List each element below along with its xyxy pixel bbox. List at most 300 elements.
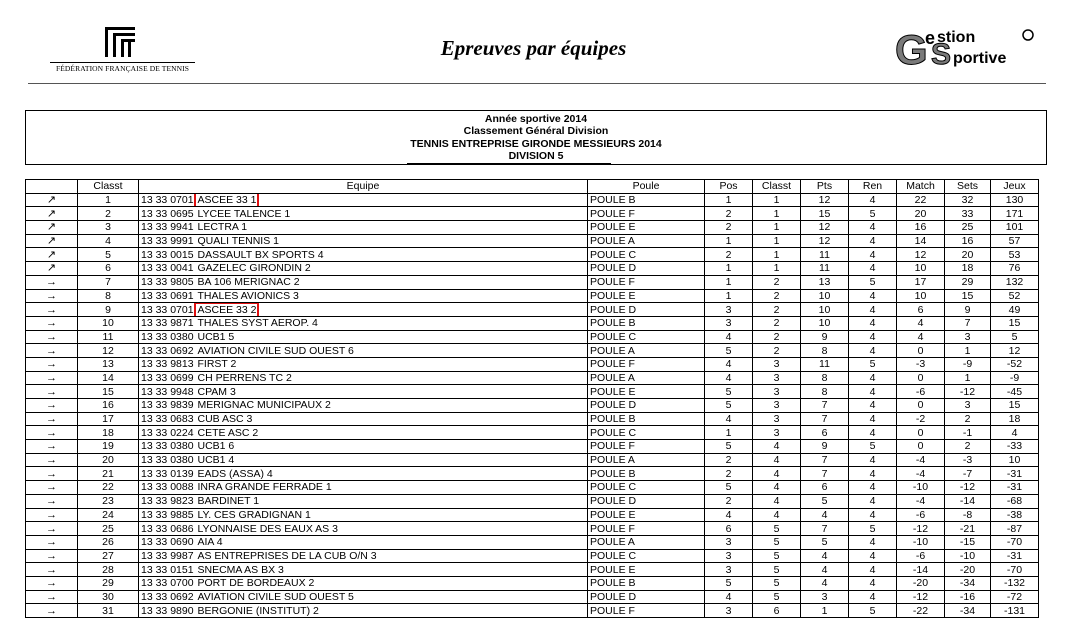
pts-cell: 5 xyxy=(801,535,849,549)
match-cell: -10 xyxy=(897,481,945,495)
rank-cell: 20 xyxy=(78,453,139,467)
pts-cell: 6 xyxy=(801,426,849,440)
svg-text:S: S xyxy=(931,38,952,68)
pts-cell: 7 xyxy=(801,399,849,413)
team-name: BERGONIE (INSTITUT) 2 xyxy=(197,604,319,617)
pts-cell: 7 xyxy=(801,453,849,467)
ren-cell: 4 xyxy=(849,453,897,467)
pos-cell: 2 xyxy=(705,248,753,262)
pts-cell: 5 xyxy=(801,494,849,508)
rank-cell: 9 xyxy=(78,303,139,317)
team-cell xyxy=(139,426,588,440)
team-name: CPAM 3 xyxy=(197,385,236,398)
pts-cell: 3 xyxy=(801,590,849,604)
table-row xyxy=(26,563,1039,577)
rank-cell: 14 xyxy=(78,371,139,385)
club-code: 13 33 0686 xyxy=(141,522,194,535)
poule-cell: POULE F xyxy=(588,604,705,618)
trend-right-arrow-icon: → xyxy=(26,330,78,344)
rank-cell: 21 xyxy=(78,467,139,481)
club-code: 13 33 0700 xyxy=(141,577,194,590)
trend-right-arrow-icon: → xyxy=(26,508,78,522)
team-name: INRA GRANDE FERRADE 1 xyxy=(197,481,332,494)
team-cell xyxy=(139,494,588,508)
trend-right-arrow-icon: → xyxy=(26,563,78,577)
match-cell: 14 xyxy=(897,234,945,248)
classt-cell: 6 xyxy=(753,604,801,618)
sets-cell: 29 xyxy=(945,275,991,289)
rank-cell: 28 xyxy=(78,563,139,577)
poule-cell: POULE E xyxy=(588,563,705,577)
classt-cell: 3 xyxy=(753,426,801,440)
jeux-cell: 132 xyxy=(991,275,1039,289)
ren-cell: 4 xyxy=(849,262,897,276)
poule-cell: POULE B xyxy=(588,576,705,590)
sets-cell: 2 xyxy=(945,412,991,426)
trend-right-arrow-icon: → xyxy=(26,467,78,481)
pos-cell: 3 xyxy=(705,535,753,549)
jeux-cell: 171 xyxy=(991,207,1039,221)
sets-cell: 32 xyxy=(945,193,991,207)
table-row xyxy=(26,426,1039,440)
rank-cell: 3 xyxy=(78,221,139,235)
team-cell xyxy=(139,453,588,467)
table-row xyxy=(26,535,1039,549)
trend-up-arrow-icon: ↗ xyxy=(26,248,78,262)
table-row xyxy=(26,440,1039,454)
rank-cell: 2 xyxy=(78,207,139,221)
classt-cell: 4 xyxy=(753,508,801,522)
pos-cell: 2 xyxy=(705,207,753,221)
team-name: PORT DE BORDEAUX 2 xyxy=(197,577,315,590)
table-row xyxy=(26,576,1039,590)
rank-cell: 27 xyxy=(78,549,139,563)
ren-cell: 4 xyxy=(849,344,897,358)
club-code: 13 33 0692 xyxy=(141,344,194,357)
pos-cell: 4 xyxy=(705,330,753,344)
table-row xyxy=(26,467,1039,481)
team-name: CH PERRENS TC 2 xyxy=(197,371,292,384)
col-header-ren: Ren xyxy=(849,180,897,194)
table-row xyxy=(26,590,1039,604)
classt-cell: 5 xyxy=(753,590,801,604)
ren-cell: 4 xyxy=(849,412,897,426)
sets-cell: -34 xyxy=(945,576,991,590)
trend-right-arrow-icon: → xyxy=(26,440,78,454)
rank-cell: 24 xyxy=(78,508,139,522)
rank-cell: 23 xyxy=(78,494,139,508)
classt-cell: 3 xyxy=(753,357,801,371)
club-code: 13 33 0380 xyxy=(141,440,194,453)
pts-cell: 13 xyxy=(801,275,849,289)
rank-cell: 7 xyxy=(78,275,139,289)
match-cell: -2 xyxy=(897,412,945,426)
team-cell xyxy=(139,207,588,221)
club-code: 13 33 9813 xyxy=(141,358,194,371)
classt-cell: 2 xyxy=(753,275,801,289)
team-cell xyxy=(139,604,588,618)
trend-right-arrow-icon: → xyxy=(26,412,78,426)
team-name: LYCEE TALENCE 1 xyxy=(197,207,291,220)
team-cell xyxy=(139,412,588,426)
match-cell: 17 xyxy=(897,275,945,289)
classt-cell: 5 xyxy=(753,522,801,536)
sets-cell: -21 xyxy=(945,522,991,536)
sets-cell: -10 xyxy=(945,549,991,563)
rank-cell: 26 xyxy=(78,535,139,549)
ren-cell: 4 xyxy=(849,563,897,577)
rank-cell: 4 xyxy=(78,234,139,248)
team-cell xyxy=(139,289,588,303)
jeux-cell: 18 xyxy=(991,412,1039,426)
poule-cell: POULE F xyxy=(588,522,705,536)
classt-cell: 1 xyxy=(753,207,801,221)
pos-cell: 3 xyxy=(705,303,753,317)
svg-text:stion: stion xyxy=(937,29,976,46)
jeux-cell: 5 xyxy=(991,330,1039,344)
match-cell: -20 xyxy=(897,576,945,590)
table-row xyxy=(26,344,1039,358)
club-code: 13 33 0224 xyxy=(141,426,194,439)
jeux-cell: -68 xyxy=(991,494,1039,508)
club-code: 13 33 9991 xyxy=(141,235,194,248)
pos-cell: 1 xyxy=(705,193,753,207)
rank-cell: 19 xyxy=(78,440,139,454)
pts-cell: 11 xyxy=(801,248,849,262)
table-row xyxy=(26,234,1039,248)
poule-cell: POULE A xyxy=(588,344,705,358)
team-name: UCB1 6 xyxy=(197,440,235,453)
trend-right-arrow-icon: → xyxy=(26,590,78,604)
team-cell xyxy=(139,508,588,522)
sets-cell: 9 xyxy=(945,303,991,317)
jeux-cell: -33 xyxy=(991,440,1039,454)
poule-cell: POULE E xyxy=(588,508,705,522)
match-cell: -12 xyxy=(897,590,945,604)
rank-cell: 15 xyxy=(78,385,139,399)
club-code: 13 33 9885 xyxy=(141,508,194,521)
match-cell: 4 xyxy=(897,330,945,344)
pos-cell: 5 xyxy=(705,481,753,495)
poule-cell: POULE C xyxy=(588,481,705,495)
pts-cell: 10 xyxy=(801,303,849,317)
pts-cell: 12 xyxy=(801,221,849,235)
pos-cell: 2 xyxy=(705,494,753,508)
rank-cell: 30 xyxy=(78,590,139,604)
pos-cell: 6 xyxy=(705,522,753,536)
ren-cell: 4 xyxy=(849,221,897,235)
pos-cell: 1 xyxy=(705,426,753,440)
jeux-cell: -52 xyxy=(991,357,1039,371)
sets-cell: -15 xyxy=(945,535,991,549)
table-row xyxy=(26,330,1039,344)
jeux-cell: -31 xyxy=(991,481,1039,495)
jeux-cell: 12 xyxy=(991,344,1039,358)
ren-cell: 4 xyxy=(849,426,897,440)
svg-text:portive: portive xyxy=(953,50,1007,67)
classt-cell: 2 xyxy=(753,289,801,303)
team-name: AVIATION CIVILE SUD OUEST 5 xyxy=(197,590,354,603)
team-cell xyxy=(139,576,588,590)
team-name: AIA 4 xyxy=(197,536,223,549)
team-cell xyxy=(139,549,588,563)
poule-cell: POULE F xyxy=(588,440,705,454)
club-code: 13 33 0701 xyxy=(141,303,194,316)
team-name: QUALI TENNIS 1 xyxy=(197,235,279,248)
pts-cell: 6 xyxy=(801,481,849,495)
match-cell: -6 xyxy=(897,508,945,522)
poule-cell: POULE C xyxy=(588,426,705,440)
trend-right-arrow-icon: → xyxy=(26,453,78,467)
poule-cell: POULE D xyxy=(588,262,705,276)
classt-cell: 4 xyxy=(753,453,801,467)
team-cell xyxy=(139,535,588,549)
match-cell: -6 xyxy=(897,549,945,563)
jeux-cell: 130 xyxy=(991,193,1039,207)
pos-cell: 5 xyxy=(705,440,753,454)
ren-cell: 4 xyxy=(849,289,897,303)
poule-cell: POULE E xyxy=(588,385,705,399)
jeux-cell: -132 xyxy=(991,576,1039,590)
pts-cell: 8 xyxy=(801,385,849,399)
jeux-cell: -31 xyxy=(991,549,1039,563)
match-cell: -14 xyxy=(897,563,945,577)
trend-right-arrow-icon: → xyxy=(26,275,78,289)
jeux-cell: -31 xyxy=(991,467,1039,481)
classt-cell: 1 xyxy=(753,193,801,207)
sets-cell: 15 xyxy=(945,289,991,303)
table-row xyxy=(26,371,1039,385)
championship-label: TENNIS ENTREPRISE GIRONDE MESSIEURS 2014 xyxy=(410,137,662,150)
jeux-cell: -87 xyxy=(991,522,1039,536)
pts-cell: 15 xyxy=(801,207,849,221)
trend-up-arrow-icon: ↗ xyxy=(26,207,78,221)
club-code: 13 33 0380 xyxy=(141,330,194,343)
classt-cell: 3 xyxy=(753,412,801,426)
classt-cell: 2 xyxy=(753,344,801,358)
match-cell: 0 xyxy=(897,426,945,440)
trend-right-arrow-icon: → xyxy=(26,604,78,618)
jeux-cell: -131 xyxy=(991,604,1039,618)
pts-cell: 12 xyxy=(801,234,849,248)
sets-cell: 3 xyxy=(945,330,991,344)
jeux-cell: 57 xyxy=(991,234,1039,248)
poule-cell: POULE D xyxy=(588,303,705,317)
poule-cell: POULE A xyxy=(588,535,705,549)
ren-cell: 4 xyxy=(849,481,897,495)
poule-cell: POULE C xyxy=(588,248,705,262)
team-cell xyxy=(139,467,588,481)
pos-cell: 5 xyxy=(705,385,753,399)
classt-cell: 2 xyxy=(753,316,801,330)
poule-cell: POULE B xyxy=(588,412,705,426)
trend-right-arrow-icon: → xyxy=(26,303,78,317)
match-cell: -4 xyxy=(897,467,945,481)
pos-cell: 3 xyxy=(705,316,753,330)
team-name: AVIATION CIVILE SUD OUEST 6 xyxy=(197,344,354,357)
club-code: 13 33 9941 xyxy=(141,221,194,234)
club-code: 13 33 0139 xyxy=(141,467,194,480)
poule-cell: POULE A xyxy=(588,234,705,248)
team-name: UCB1 4 xyxy=(197,454,235,467)
club-code: 13 33 9987 xyxy=(141,549,194,562)
club-code: 13 33 9948 xyxy=(141,385,194,398)
jeux-cell: 53 xyxy=(991,248,1039,262)
rank-cell: 31 xyxy=(78,604,139,618)
match-cell: 0 xyxy=(897,344,945,358)
team-name: SNECMA AS BX 3 xyxy=(197,563,284,576)
rank-cell: 13 xyxy=(78,357,139,371)
pts-cell: 8 xyxy=(801,344,849,358)
jeux-cell: -70 xyxy=(991,563,1039,577)
table-row xyxy=(26,399,1039,413)
club-code: 13 33 0691 xyxy=(141,289,194,302)
pts-cell: 9 xyxy=(801,440,849,454)
team-name: CUB ASC 3 xyxy=(197,413,253,426)
classt-cell: 2 xyxy=(753,330,801,344)
classt-cell: 4 xyxy=(753,440,801,454)
trend-right-arrow-icon: → xyxy=(26,399,78,413)
sets-cell: 20 xyxy=(945,248,991,262)
rank-cell: 18 xyxy=(78,426,139,440)
sets-cell: 3 xyxy=(945,399,991,413)
jeux-cell: 4 xyxy=(991,426,1039,440)
rank-cell: 17 xyxy=(78,412,139,426)
team-cell xyxy=(139,316,588,330)
rank-cell: 5 xyxy=(78,248,139,262)
team-name: CETE ASC 2 xyxy=(197,426,259,439)
sets-cell: 16 xyxy=(945,234,991,248)
ren-cell: 4 xyxy=(849,508,897,522)
pos-cell: 3 xyxy=(705,549,753,563)
ren-cell: 4 xyxy=(849,234,897,248)
jeux-cell: 76 xyxy=(991,262,1039,276)
trend-right-arrow-icon: → xyxy=(26,426,78,440)
trend-up-arrow-icon: ↗ xyxy=(26,234,78,248)
match-cell: -4 xyxy=(897,453,945,467)
pts-cell: 4 xyxy=(801,508,849,522)
table-row xyxy=(26,412,1039,426)
pos-cell: 1 xyxy=(705,262,753,276)
team-name: EADS (ASSA) 4 xyxy=(197,467,273,480)
trend-right-arrow-icon: → xyxy=(26,371,78,385)
team-name: BA 106 MERIGNAC 2 xyxy=(197,276,300,289)
team-cell xyxy=(139,440,588,454)
team-cell xyxy=(139,563,588,577)
team-cell xyxy=(139,481,588,495)
match-cell: 12 xyxy=(897,248,945,262)
classt-cell: 4 xyxy=(753,494,801,508)
sets-cell: 25 xyxy=(945,221,991,235)
match-cell: -12 xyxy=(897,522,945,536)
trend-right-arrow-icon: → xyxy=(26,549,78,563)
match-cell: -3 xyxy=(897,357,945,371)
header-divider xyxy=(28,83,1046,84)
poule-cell: POULE B xyxy=(588,316,705,330)
col-header-jeux: Jeux xyxy=(991,180,1039,194)
sets-cell: 1 xyxy=(945,371,991,385)
col-header-classt: Classt xyxy=(753,180,801,194)
table-row xyxy=(26,207,1039,221)
classt-cell: 5 xyxy=(753,535,801,549)
team-name: LYONNAISE DES EAUX AS 3 xyxy=(197,522,338,535)
sets-cell: -9 xyxy=(945,357,991,371)
team-cell xyxy=(139,193,588,207)
table-row xyxy=(26,248,1039,262)
poule-cell: POULE A xyxy=(588,453,705,467)
table-row xyxy=(26,357,1039,371)
poule-cell: POULE E xyxy=(588,221,705,235)
poule-cell: POULE C xyxy=(588,330,705,344)
trend-right-arrow-icon: → xyxy=(26,576,78,590)
trend-right-arrow-icon: → xyxy=(26,385,78,399)
team-cell xyxy=(139,248,588,262)
team-name: AS ENTREPRISES DE LA CUB O/N 3 xyxy=(197,549,377,562)
col-header-team: Equipe xyxy=(139,180,588,194)
club-code: 13 33 9839 xyxy=(141,399,194,412)
pos-cell: 5 xyxy=(705,399,753,413)
pos-cell: 2 xyxy=(705,467,753,481)
rank-cell: 22 xyxy=(78,481,139,495)
rank-cell: 1 xyxy=(78,193,139,207)
pos-cell: 3 xyxy=(705,563,753,577)
col-header-match: Match xyxy=(897,180,945,194)
sets-cell: -12 xyxy=(945,481,991,495)
ranking-label: Classement Général Division xyxy=(463,125,609,138)
team-cell xyxy=(139,385,588,399)
trend-right-arrow-icon: → xyxy=(26,522,78,536)
pos-cell: 5 xyxy=(705,344,753,358)
ren-cell: 4 xyxy=(849,330,897,344)
ren-cell: 4 xyxy=(849,316,897,330)
team-cell xyxy=(139,344,588,358)
match-cell: 10 xyxy=(897,289,945,303)
division-label: DIVISION 5 xyxy=(508,150,564,163)
trend-right-arrow-icon: → xyxy=(26,494,78,508)
ren-cell: 4 xyxy=(849,576,897,590)
match-cell: 20 xyxy=(897,207,945,221)
club-code: 13 33 0699 xyxy=(141,371,194,384)
pts-cell: 12 xyxy=(801,193,849,207)
classt-cell: 5 xyxy=(753,563,801,577)
trend-right-arrow-icon: → xyxy=(26,535,78,549)
table-row xyxy=(26,275,1039,289)
team-cell xyxy=(139,234,588,248)
team-cell xyxy=(139,357,588,371)
club-code: 13 33 0701 xyxy=(141,194,194,207)
info-box xyxy=(25,110,1047,165)
pts-cell: 8 xyxy=(801,371,849,385)
table-row xyxy=(26,303,1039,317)
club-code: 13 33 9823 xyxy=(141,495,194,508)
pos-cell: 2 xyxy=(705,453,753,467)
jeux-cell: -72 xyxy=(991,590,1039,604)
rank-cell: 16 xyxy=(78,399,139,413)
team-name: LECTRA 1 xyxy=(197,221,248,234)
pos-cell: 1 xyxy=(705,234,753,248)
jeux-cell: 15 xyxy=(991,399,1039,413)
team-cell xyxy=(139,221,588,235)
sets-cell: -7 xyxy=(945,467,991,481)
classt-cell: 3 xyxy=(753,399,801,413)
trend-right-arrow-icon: → xyxy=(26,289,78,303)
sets-cell: 18 xyxy=(945,262,991,276)
pts-cell: 7 xyxy=(801,522,849,536)
team-cell xyxy=(139,590,588,604)
ren-cell: 5 xyxy=(849,357,897,371)
jeux-cell: 49 xyxy=(991,303,1039,317)
trend-up-arrow-icon: ↗ xyxy=(26,262,78,276)
